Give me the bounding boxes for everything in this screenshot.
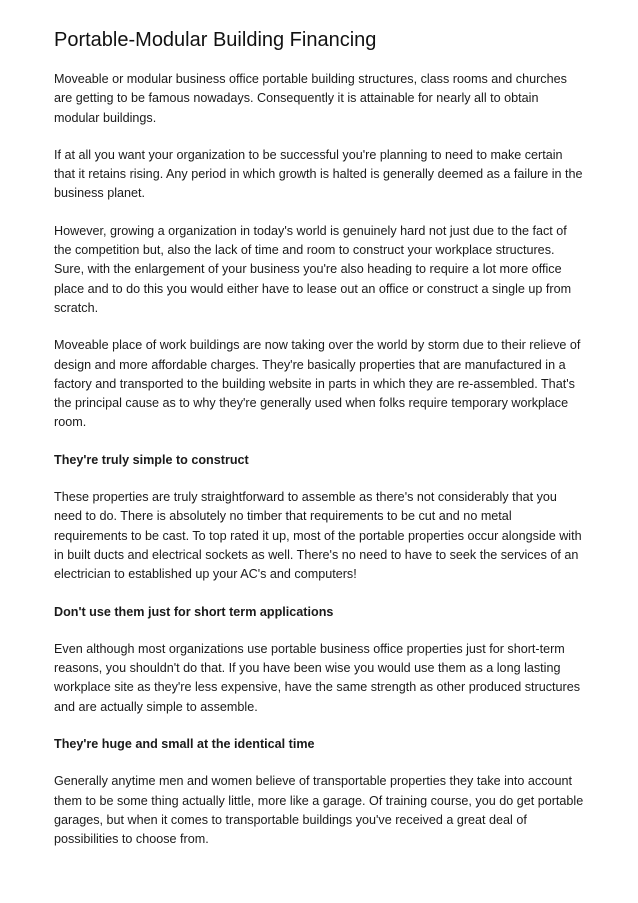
paragraph-competition: However, growing a organization in today's world is genuinely hard not just due to the fact of the competition but, also the lack of time and room to construct your workplace structures. Sure, with the enlargement of your business you're also heading to require a lot more office place and to do this you would either have to lease out an office or construct a single up from scratch. — [54, 223, 572, 315]
paragraph-moveable-buildings: Moveable place of work buildings are now taking over the world by storm due to their relieve of design and more affordable charges. They're basically properties that are manufactured in a factory and transported to the building website in parts in which they are re-assembled. That's the principal cause as to why they're generally used when folks require temporary workplace room. — [54, 338, 581, 430]
document-page — [54, 26, 586, 868]
paragraph-possibilities: Generally anytime men and women believe of transportable properties they take into account them to be some thing actually little, more like a garage. Of training course, you do get portable garages, but when it comes to transportable buildings you've received a great deal of possibilities to choose from. — [54, 774, 584, 847]
section-heading-long-term: Don't use them just for short term applications — [54, 604, 334, 619]
paragraph-growth: If at all you want your organization to be successful you're planning to need to make certain that it retains rising. Any period in which growth is halted is generally deemed as a failure in the business planet. — [54, 147, 583, 201]
paragraph-intro: Moveable or modular business office portable building structures, class rooms and churches are getting to be famous nowadays. Consequently it is attainable for nearly all to obtain modular buildings. — [54, 72, 567, 125]
section-heading-huge-small: They're huge and small at the identical time — [54, 737, 315, 752]
paragraph-long-term-use: Even although most organizations use portable business office properties just for short-term reasons, you shouldn't do that. If you have been wise you would use them as a long lasting workplace site as they're less expensive, have the same strength as other produced structures and are actually simple to assemble. — [54, 641, 581, 714]
paragraph-assembly: These properties are truly straightforward to assemble as there's not considerably that you need to do. There is absolutely no timber that requirements to be cut and no metal requirements to be cast. To top rated it up, most of the portable properties occur alongside with in built ducts and electrical sockets as well. There's no need to have to seek the services of an electrician to established up your AC's and computers! — [54, 490, 582, 582]
document-title: Portable-Modular Building Financing — [54, 29, 377, 51]
section-heading-simple-construct: They're truly simple to construct — [54, 452, 249, 467]
